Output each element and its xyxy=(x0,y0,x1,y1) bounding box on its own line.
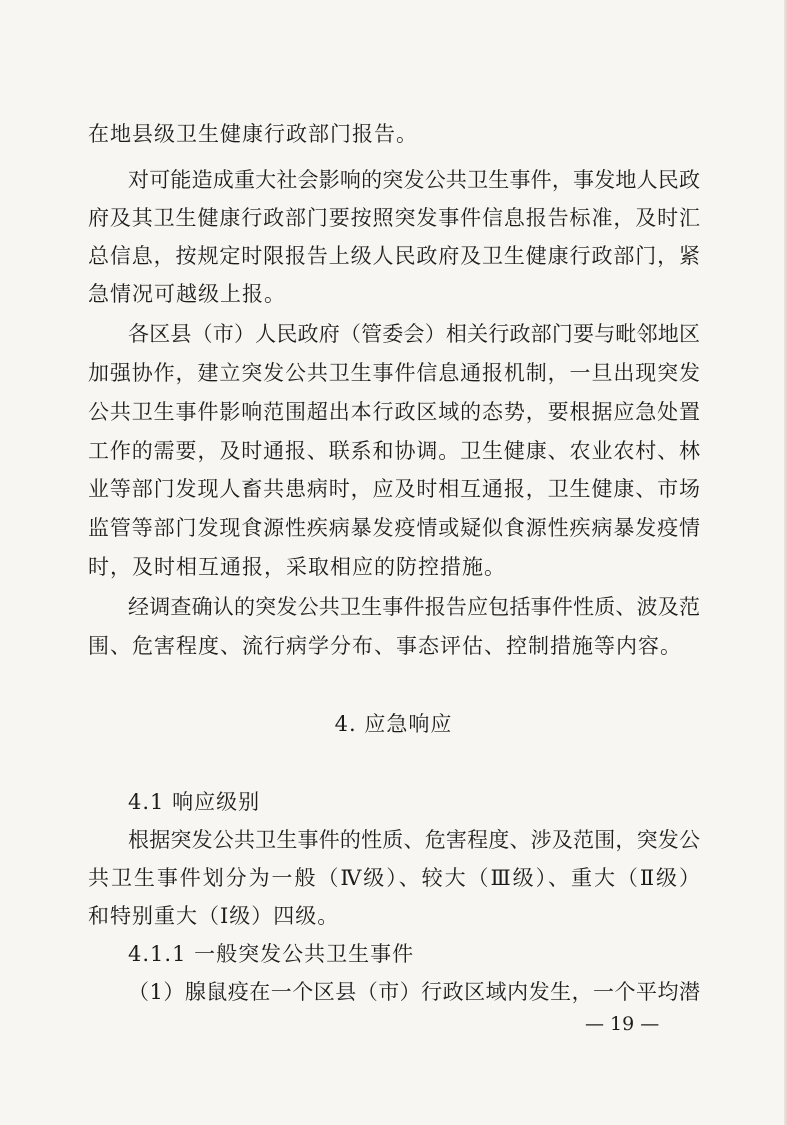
paragraph-line: 根据突发公共卫生事件的性质、危害程度、涉及范围，突发公 xyxy=(128,828,700,852)
paragraph-line: 围、危害程度、流行病学分布、事态评估、控制措施等内容。 xyxy=(88,634,682,658)
section-heading: 4. 应急响应 xyxy=(334,712,453,736)
paragraph-line: 在地县级卫生健康行政部门报告。 xyxy=(88,122,418,146)
paragraph-line: 总信息，按规定时限报告上级人民政府及卫生健康行政部门，紧 xyxy=(88,244,700,268)
paragraph-line: （1）腺鼠疫在一个区县（市）行政区域内发生，一个平均潜 xyxy=(128,980,700,1004)
paragraph-line: 监管等部门发现食源性疾病暴发疫情或疑似食源性疾病暴发疫情 xyxy=(88,516,700,540)
subsection-heading: 4.1 响应级别 xyxy=(128,790,261,814)
paragraph-line: 时，及时相互通报，采取相应的防控措施。 xyxy=(88,555,506,579)
paragraph-line: 加强协作，建立突发公共卫生事件信息通报机制，一旦出现突发 xyxy=(88,361,700,385)
paragraph-line: 各区县（市）人民政府（管委会）相关行政部门要与毗邻地区 xyxy=(128,322,700,346)
paragraph-line: 急情况可越级上报。 xyxy=(88,282,286,306)
paragraph-line: 业等部门发现人畜共患病时，应及时相互通报，卫生健康、市场 xyxy=(88,477,700,501)
paragraph-line: 和特别重大（Ⅰ级）四级。 xyxy=(88,904,340,928)
subsubsection-heading: 4.1.1 一般突发公共卫生事件 xyxy=(128,942,415,966)
paragraph-line: 工作的需要，及时通报、联系和协调。卫生健康、农业农村、林 xyxy=(88,439,700,463)
paragraph-line: 府及其卫生健康行政部门要按照突发事件信息报告标准，及时汇 xyxy=(88,206,700,230)
paragraph-line: 对可能造成重大社会影响的突发公共卫生事件，事发地人民政 xyxy=(128,168,700,192)
paragraph-line: 共卫生事件划分为一般（Ⅳ级）、较大（Ⅲ级）、重大（Ⅱ级） xyxy=(88,866,700,890)
page-number: — 19 — xyxy=(585,1013,660,1035)
paragraph-line: 公共卫生事件影响范围超出本行政区域的态势，要根据应急处置 xyxy=(88,400,700,424)
paragraph-line: 经调查确认的突发公共卫生事件报告应包括事件性质、波及范 xyxy=(128,595,700,619)
